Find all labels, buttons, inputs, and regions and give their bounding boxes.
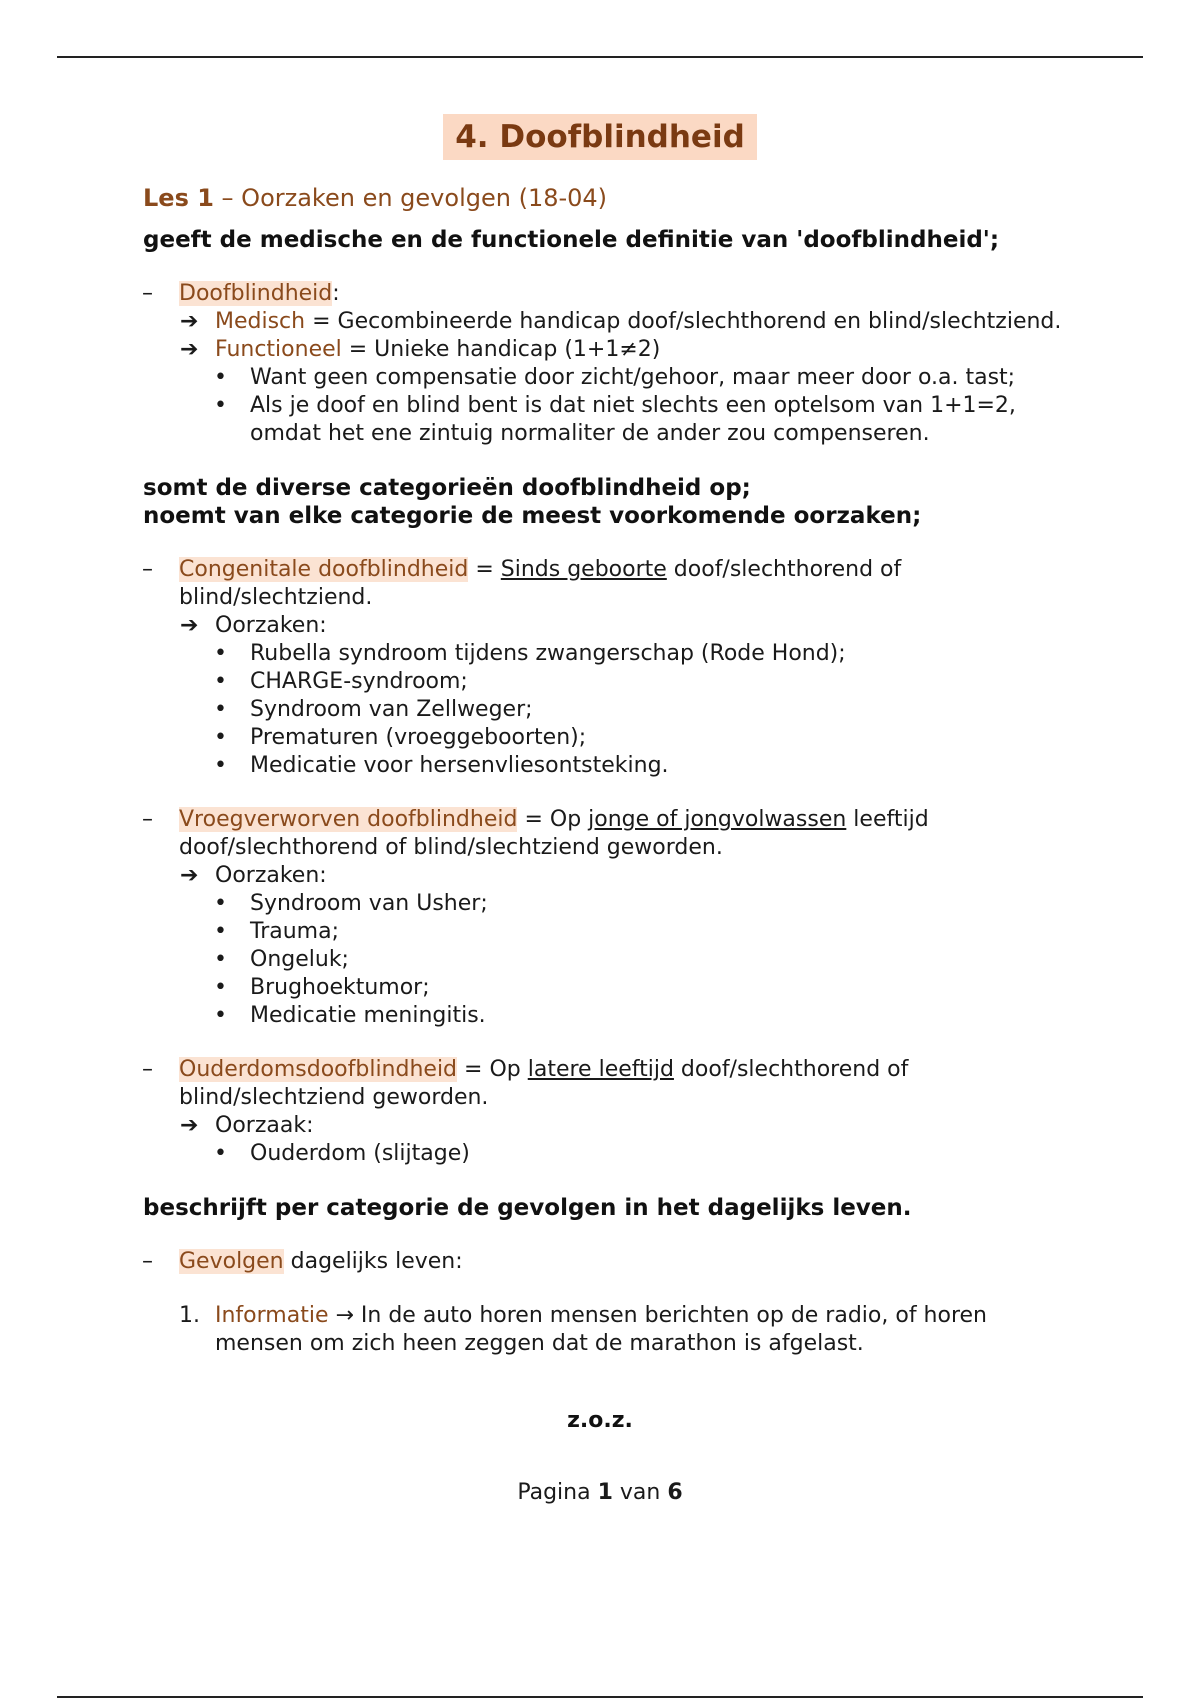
bottom-rule <box>57 1696 1143 1698</box>
bullet-icon: • <box>214 919 227 944</box>
objective-2a: somt de diverse categorieën doofblindheid op; <box>143 475 751 501</box>
bullet-icon: • <box>214 1003 227 1028</box>
objective-2b: noemt van elke categorie de meest voorkomende oorzaken; <box>143 503 922 529</box>
arrow-icon: ➔ <box>180 309 199 334</box>
bullet-icon: • <box>214 393 227 418</box>
objective-3: beschrijft per categorie de gevolgen in het dagelijks leven. <box>143 1195 912 1221</box>
objective-1: geeft de medische en de functionele definitie van 'doofblindheid'; <box>143 227 1000 253</box>
zoz-note: z.o.z. <box>567 1408 633 1433</box>
bullet-icon: • <box>214 365 227 390</box>
bullet-icon: • <box>214 1141 227 1166</box>
lesson-heading: Les 1 – Oorzaken en gevolgen (18-04) <box>143 184 608 212</box>
arrow-icon: ➔ <box>180 863 199 888</box>
term-congenitaal: Congenitale doofblindheid <box>179 557 469 582</box>
page-title: 4. Doofblindheid <box>443 114 757 160</box>
bullet-icon: • <box>214 725 227 750</box>
page-footer: Pagina 1 van 6 <box>517 1480 683 1505</box>
term-ouderdom: Ouderdomsdoofblindheid <box>179 1057 458 1082</box>
arrow-icon: ➔ <box>180 1113 199 1138</box>
bullet-icon: • <box>214 753 227 778</box>
bullet-icon: • <box>214 697 227 722</box>
arrow-icon: ➔ <box>180 337 199 362</box>
bullet-icon: • <box>214 947 227 972</box>
term-doofblindheid: Doofblindheid <box>179 281 333 306</box>
bullet-icon: • <box>214 641 227 666</box>
term-vroegverworven: Vroegverworven doofblindheid <box>179 807 518 832</box>
term-gevolgen: Gevolgen <box>179 1249 284 1274</box>
bullet-icon: • <box>214 669 227 694</box>
top-rule <box>57 56 1143 58</box>
bullet-icon: • <box>214 891 227 916</box>
bullet-icon: • <box>214 975 227 1000</box>
arrow-icon: ➔ <box>180 613 199 638</box>
